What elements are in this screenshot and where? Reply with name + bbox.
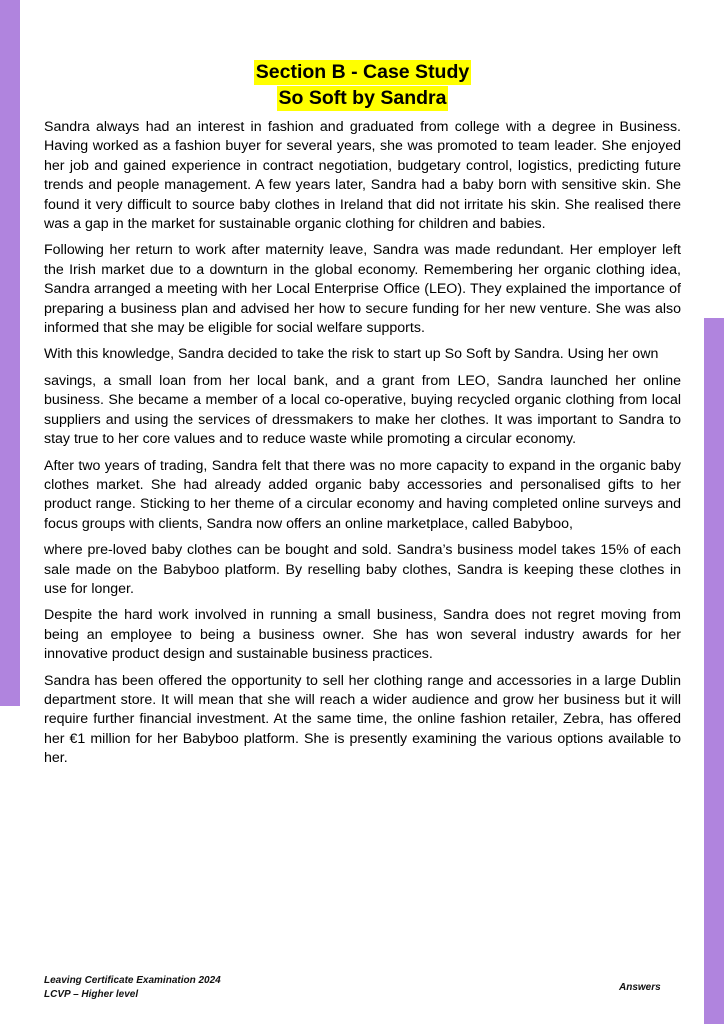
paragraph-background: Sandra always had an interest in fashion and graduated from college with a degree in Business. Having worked as a fashion buyer for several years, she was promoted to team leader. She enjoyed her job and gained experience in contract negotiation, budgetary control, logistics, predicting future trends and people management. A few years later, Sandra had a baby born with sensitive skin. She found it very difficult to source baby clothes in Ireland that did not irritate his skin. She realised there was a gap in the market for sustainable organic clothing for children and babies.	[44, 119, 681, 233]
footer-exam-info	[44, 974, 221, 1002]
title-block	[44, 60, 681, 112]
case-study-body	[44, 118, 681, 776]
case-study-title: So Soft by Sandra	[278, 87, 447, 109]
paragraph-ownership: Despite the hard work involved in running a small business, Sandra does not regret moving from being an employee to being a business owner. She has won several industry awards for her innovative product design and sustainable business practices.	[44, 607, 681, 663]
paragraph-options: Sandra has been offered the opportunity to sell her clothing range and accessories in a large Dublin department store. It will mean that she will reach a wider audience and grow her business but it will require further financial investment. At the same time, the online fashion retailer, Zebra, has offered her €1 million for her Babyboo platform. She is presently examining the various options available to her.	[44, 672, 681, 767]
footer-level-line: LCVP – Higher level	[44, 989, 139, 1000]
paragraph-funding: savings, a small loan from her local bank, and a grant from LEO, Sandra launched her online business. She became a member of a local co-operative, buying recycled organic clothing from local suppliers and using the services of dressmakers to make her clothes. It was important to Sandra to stay true to her core values and to reduce waste while promoting a circular economy.	[44, 372, 681, 448]
paragraph-startup-decision: With this knowledge, Sandra decided to take the risk to start up So Soft by Sandra. Using her own	[44, 346, 659, 363]
footer-exam-line: Leaving Certificate Examination 2024	[44, 975, 221, 986]
section-title: Section B - Case Study	[255, 61, 470, 83]
right-decorative-bar	[704, 318, 724, 1024]
left-decorative-bar	[0, 0, 20, 706]
footer-answers-label: Answers	[619, 982, 661, 993]
paragraph-redundancy: Following her return to work after maternity leave, Sandra was made redundant. Her employer left the Irish market due to a downturn in the global economy. Remembering her organic clothing idea, Sandra arranged a meeting with her Local Enterprise Office (LEO). They explained the importance of preparing a business plan and advised her how to secure funding for her new venture. She was also informed that she may be eligible for social welfare supports.	[44, 242, 681, 337]
paragraph-expansion: After two years of trading, Sandra felt that there was no more capacity to expand in the organic baby clothes market. She had already added organic baby accessories and personalised gifts to her product range. Sticking to her theme of a circular economy and having completed online surveys and focus groups with clients, Sandra now offers an online marketplace, called Babyboo,	[44, 457, 681, 532]
paragraph-babyboo: where pre-loved baby clothes can be bought and sold. Sandra’s business model takes 15% of each sale made on the Babyboo platform. By reselling baby clothes, Sandra is keeping these clothes in use for longer.	[44, 542, 681, 597]
